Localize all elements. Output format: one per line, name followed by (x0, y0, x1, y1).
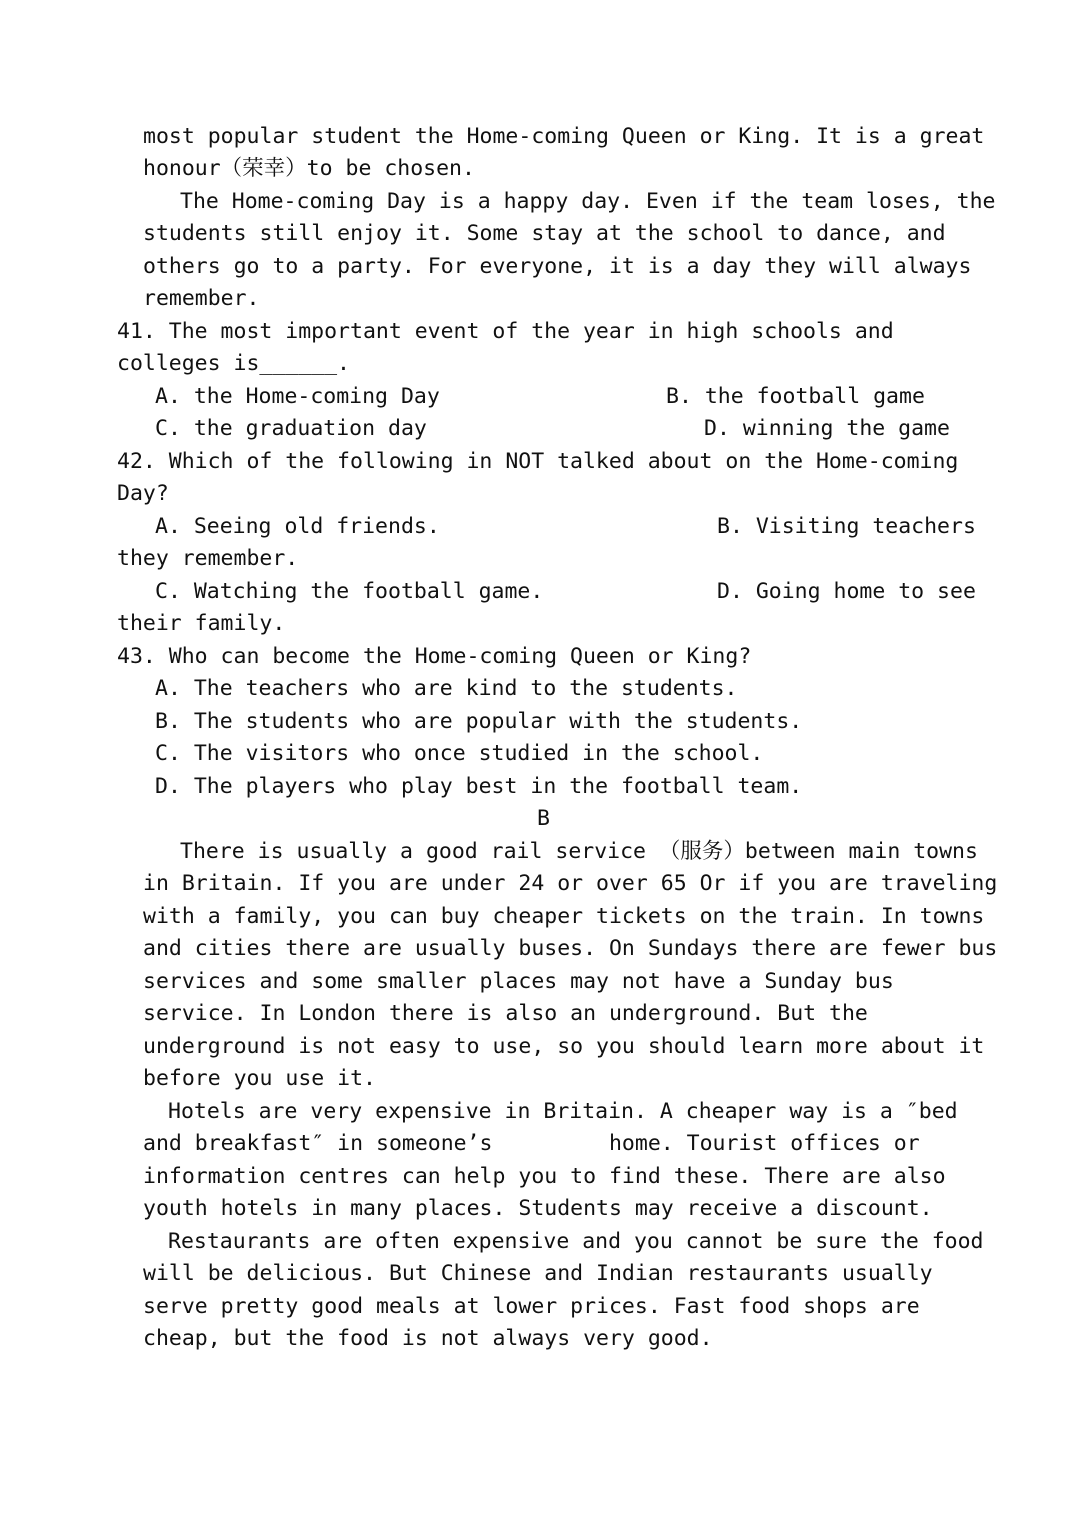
passage-line: There is usually a good rail service （服务）between main towns (180, 839, 978, 864)
question-42-stem: Day? (117, 481, 169, 506)
passage-line: students still enjoy it. Some stay at the school to dance, and (143, 221, 946, 246)
passage-line: remember. (143, 286, 260, 311)
passage-line: others go to a party. For everyone, it is a day they will always (143, 254, 972, 279)
question-43-option-b: B. The students who are popular with the students. (155, 709, 803, 734)
passage-line: before you use it. (143, 1066, 376, 1091)
question-41-option-b: B. the football game (666, 384, 925, 409)
question-43-option-c: C. The visitors who once studied in the school. (155, 741, 764, 766)
question-42-option-c: C. Watching the football game. (155, 579, 544, 604)
question-41-option-a: A. the Home-coming Day (155, 384, 440, 409)
question-43-option-d: D. The players who play best in the football team. (155, 774, 803, 799)
passage-line: The Home-coming Day is a happy day. Even if the team loses, the (180, 189, 996, 214)
question-41-stem: 41. The most important event of the year in high schools and (117, 319, 894, 344)
passage-line: underground is not easy to use, so you should learn more about it (143, 1034, 985, 1059)
passage-line: with a family, you can buy cheaper tickets on the train. In towns (143, 904, 985, 929)
passage-line: service. In London there is also an underground. But the (143, 1001, 868, 1026)
passage-line: serve pretty good meals at lower prices. Fast food shops are (143, 1294, 920, 1319)
passage-line: will be delicious. But Chinese and Indian restaurants usually (143, 1261, 933, 1286)
passage-line: services and some smaller places may not have a Sunday bus (143, 969, 894, 994)
passage-line: Hotels are very expensive in Britain. A cheaper way is a ″bed (168, 1099, 958, 1124)
passage-line: honour（荣幸）to be chosen. (143, 156, 475, 181)
question-42-option-a: A. Seeing old friends. (155, 514, 440, 539)
passage-line: information centres can help you to find these. There are also (143, 1164, 946, 1189)
question-43-stem: 43. Who can become the Home-coming Queen or King? (117, 644, 752, 669)
question-43-option-a: A. The teachers who are kind to the students. (155, 676, 738, 701)
question-42-option-d: their family. (117, 611, 286, 636)
question-41-option-d: D. winning the game (704, 416, 950, 441)
passage-line: and cities there are usually buses. On Sundays there are fewer bus (143, 936, 998, 961)
passage-line: cheap, but the food is not always very good. (143, 1326, 713, 1351)
question-41-option-c: C. the graduation day (155, 416, 427, 441)
passage-line: Restaurants are often expensive and you cannot be sure the food (168, 1229, 984, 1254)
question-42-option-d: D. Going home to see (717, 579, 976, 604)
question-42-option-b: they remember. (117, 546, 299, 571)
passage-line: most popular student the Home-coming Queen or King. It is a great (143, 124, 985, 149)
question-42-stem: 42. Which of the following in NOT talked about on the Home-coming (117, 449, 959, 474)
question-42-option-b: B. Visiting teachers (717, 514, 976, 539)
question-41-stem: colleges is______. (117, 351, 350, 376)
passage-line: and breakfast″ in someone’s home. Tourist offices or (143, 1131, 920, 1156)
section-heading: B (537, 806, 550, 831)
passage-line: youth hotels in many places. Students may receive a discount. (143, 1196, 933, 1221)
passage-line: in Britain. If you are under 24 or over 65 Or if you are traveling (143, 871, 998, 896)
